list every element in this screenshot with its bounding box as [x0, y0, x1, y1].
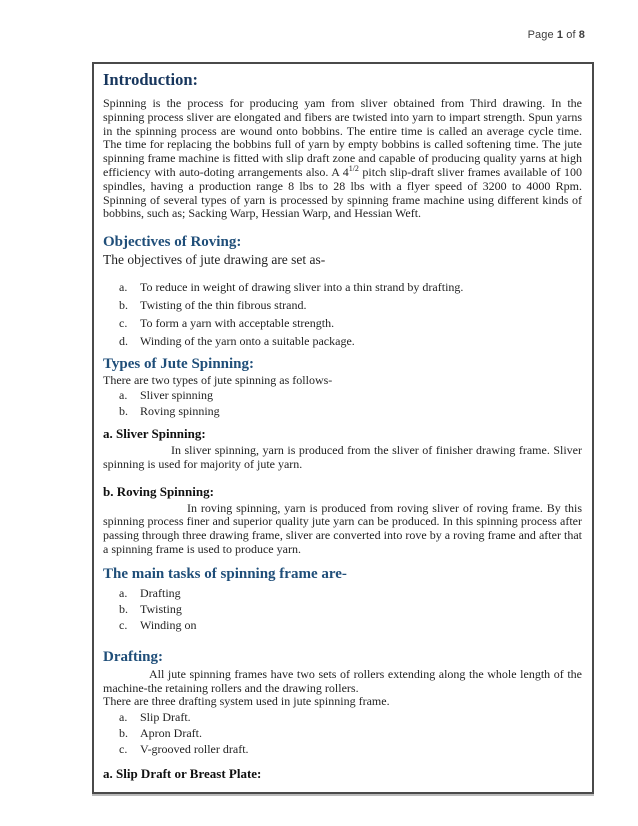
- list-marker: b.: [119, 403, 128, 418]
- list-marker: c.: [119, 316, 128, 331]
- list-item-text: V-grooved roller draft.: [140, 742, 249, 757]
- page-total-number: 8: [578, 29, 585, 41]
- list-item: [119, 618, 582, 632]
- list-marker: b.: [119, 601, 128, 616]
- page-label: Page: [527, 29, 557, 41]
- list-item-text: To form a yarn with acceptable strength.: [140, 316, 335, 331]
- list-item: [119, 586, 582, 600]
- page-number-header: [528, 29, 585, 41]
- list-item-text: Winding of the yarn onto a suitable package.: [140, 334, 355, 349]
- list-item-text: Sliver spinning: [140, 387, 214, 402]
- list-marker: c.: [119, 617, 128, 632]
- objectives-list: [103, 280, 582, 349]
- introduction-text-part1: Spinning is the process for producing yam from sliver obtained from Third drawing. In the spinning process sliver are elongated and fibers are twisted into yarn to impart strength. Spun yarns in the spinning process are wound onto bobbins. The entire time is called an average cycle time. The time for replacing the bobbins full of yarn by empty bobbins is called softening time. The jute spinning frame machine is fitted with slip draft zone and capable of producing quality yarns at high efficiency with auto-doting arrangements also. A 4: [103, 96, 582, 179]
- list-marker: b.: [119, 726, 128, 741]
- types-lead-text: There are two types of jute spinning as follows-: [103, 373, 333, 388]
- list-item: [119, 280, 582, 295]
- heading-introduction: Introduction:: [103, 70, 199, 89]
- heading-main-tasks: The main tasks of spinning frame are-: [103, 565, 347, 582]
- list-item: [119, 602, 582, 616]
- list-item: [119, 404, 582, 418]
- list-item: [119, 742, 582, 756]
- main-tasks-list: [103, 586, 582, 632]
- list-marker: c.: [119, 742, 128, 757]
- drafting-systems-lead: There are three drafting system used in jute spinning frame.: [103, 694, 390, 709]
- list-item-text: Twisting of the thin fibrous strand.: [140, 298, 307, 313]
- list-marker: a.: [119, 387, 128, 402]
- drafting-paragraph: All jute spinning frames have two sets of rollers extending along the whole length of the machine-the retaining rollers and the drawing rollers.: [103, 666, 582, 695]
- list-item: [119, 334, 582, 349]
- introduction-text-part2: pitch slip-draft sliver frames available of 100 spindles, having a production range 8 lbs to 28 lbs with a flyer speed of 3200 to 4000 Rpm. Spinning of several types of yarn is processed by spinning frame machine using different kinds of bobbins, such as; Sacking Warp, Hessian Warp, and Hessian Weft.: [103, 164, 583, 221]
- list-item: [119, 298, 582, 313]
- list-item: [119, 710, 582, 724]
- heading-slip-draft-breast-plate: a. Slip Draft or Breast Plate:: [103, 766, 262, 782]
- list-marker: d.: [119, 334, 128, 349]
- heading-sliver-spinning: a. Sliver Spinning:: [103, 425, 206, 441]
- superscript-half: 1/2: [348, 163, 359, 173]
- list-item: [119, 388, 582, 402]
- list-item-text: Apron Draft.: [140, 726, 202, 741]
- heading-types-of-jute-spinning: Types of Jute Spinning:: [103, 356, 255, 373]
- heading-drafting: Drafting:: [103, 648, 163, 665]
- list-item-text: To reduce in weight of drawing sliver into a thin strand by drafting.: [140, 280, 464, 295]
- drafting-systems-list: [103, 710, 582, 756]
- list-item-text: Slip Draft.: [140, 710, 191, 725]
- roving-spinning-paragraph: In roving spinning, yarn is produced from roving sliver of roving frame. By this spinning process finer and superior quality jute yarn can be produced. In this spinning process after passing through three drawing frame, sliver are converted into rove by a roving frame and after that a spinning frame is used to produce yarn.: [103, 500, 582, 556]
- types-list: [103, 388, 582, 418]
- list-marker: a.: [119, 280, 128, 295]
- objectives-lead-text: The objectives of jute drawing are set as-: [103, 252, 326, 268]
- list-item-text: Roving spinning: [140, 403, 220, 418]
- sliver-spinning-paragraph: In sliver spinning, yarn is produced from the sliver of finisher drawing frame. Sliver spinning is used for majority of jute yarn.: [103, 442, 582, 471]
- heading-objectives-of-roving: Objectives of Roving:: [103, 234, 242, 251]
- page-of-label: of: [563, 29, 579, 41]
- content-border-box: [92, 62, 594, 794]
- list-item-text: Drafting: [140, 585, 181, 600]
- list-item-text: Twisting: [140, 601, 182, 616]
- heading-roving-spinning: b. Roving Spinning:: [103, 483, 214, 499]
- list-marker: a.: [119, 585, 128, 600]
- list-item-text: Winding on: [140, 617, 197, 632]
- page-current-number: 1: [556, 29, 564, 41]
- list-marker: b.: [119, 298, 128, 313]
- list-item: [119, 316, 582, 331]
- list-marker: a.: [119, 710, 128, 725]
- introduction-paragraph: [103, 97, 582, 221]
- list-item: [119, 726, 582, 740]
